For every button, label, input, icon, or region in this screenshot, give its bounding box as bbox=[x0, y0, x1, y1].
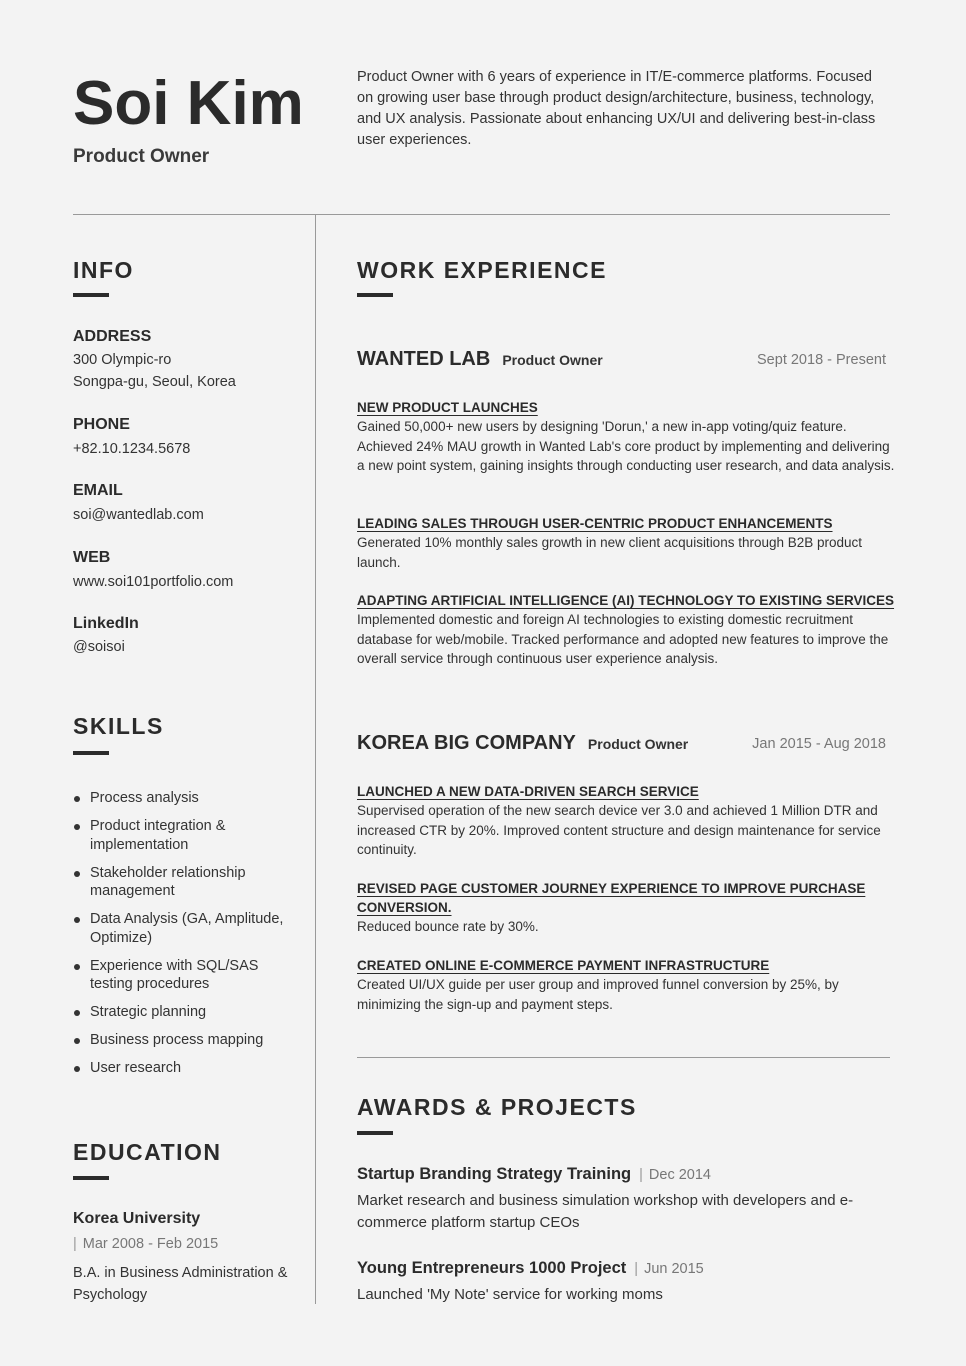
phone-label: PHONE bbox=[73, 416, 130, 433]
job-entry bbox=[357, 782, 897, 860]
award-title: Young Entrepreneurs 1000 Project | Jun 2015 bbox=[357, 1259, 704, 1277]
address-line-1: 300 Olympic-ro bbox=[73, 352, 172, 368]
entry-body: Supervised operation of the new search device ver 3.0 and achieved 1 Million DTR and increased CTR by 20%. Improved content structure and design maintenance for service continuity. bbox=[357, 803, 881, 857]
award-title: Startup Branding Strategy Training | Dec 2014 bbox=[357, 1165, 711, 1183]
bullet-icon bbox=[74, 1038, 80, 1044]
job-role: Product Owner bbox=[587, 736, 689, 752]
info-heading-bar bbox=[73, 293, 109, 297]
bullet-icon bbox=[74, 824, 80, 830]
education-dates: | Mar 2008 - Feb 2015 bbox=[73, 1236, 219, 1252]
skill-item: Experience with SQL/SAS testing procedures bbox=[73, 957, 303, 994]
education-heading-bar bbox=[73, 1176, 109, 1180]
skill-item: Business process mapping bbox=[73, 1031, 303, 1050]
job-dates: Sept 2018 - Present bbox=[757, 352, 886, 368]
profile-summary: Product Owner with 6 years of experience in IT/E-commerce platforms. Focused on growing user base through product design/architecture, business, technology, and UX analysis. Passionate about enhancing UX/UI and delivering best-in-class user experiences. bbox=[357, 69, 876, 148]
job-role: Product Owner bbox=[502, 352, 603, 368]
skills-list bbox=[73, 789, 303, 1087]
entry-title: CREATED ONLINE E-COMMERCE PAYMENT INFRASTRUCTURE bbox=[357, 958, 770, 973]
entry-title: ADAPTING ARTIFICIAL INTELLIGENCE (AI) TECHNOLOGY TO EXISTING SERVICES bbox=[357, 593, 895, 608]
entry-body: Generated 10% monthly sales growth in new client acquisitions through B2B product launch. bbox=[357, 535, 863, 570]
entry-body: Implemented domestic and foreign AI technologies to existing domestic recruitment database for web/mobile. Tracked performance and adopted new features to improve the overall service through continuous user experience analysis. bbox=[357, 612, 889, 666]
entry-title: LAUNCHED A NEW DATA-DRIVEN SEARCH SERVICE bbox=[357, 784, 699, 799]
skill-item: Stakeholder relationship management bbox=[73, 864, 303, 901]
education-degree: B.A. in Business Administration & Psychology bbox=[73, 1265, 288, 1303]
skills-heading-bar bbox=[73, 751, 109, 755]
email-link[interactable]: soi@wantedlab.com bbox=[73, 507, 204, 523]
bullet-icon bbox=[74, 1010, 80, 1016]
skill-item: Strategic planning bbox=[73, 1003, 303, 1022]
work-heading: WORK EXPERIENCE bbox=[357, 257, 607, 283]
job-entry bbox=[357, 956, 897, 1014]
entry-body: Reduced bounce rate by 30%. bbox=[357, 919, 539, 934]
skill-item: Process analysis bbox=[73, 789, 303, 808]
bullet-icon bbox=[74, 964, 80, 970]
entry-title: REVISED PAGE CUSTOMER JOURNEY EXPERIENCE TO IMPROVE PURCHASE CONVERSION. bbox=[357, 881, 866, 915]
job-entry bbox=[357, 591, 897, 669]
web-label: WEB bbox=[73, 549, 111, 566]
job-company: KOREA BIG COMPANY Product Owner bbox=[357, 732, 689, 754]
awards-divider bbox=[357, 1057, 890, 1058]
bullet-icon bbox=[74, 871, 80, 877]
skills-heading: SKILLS bbox=[73, 713, 164, 739]
award-description: Launched 'My Note' service for working moms bbox=[357, 1286, 663, 1303]
job-entry bbox=[357, 879, 877, 937]
entry-title: LEADING SALES THROUGH USER-CENTRIC PRODUCT ENHANCEMENTS bbox=[357, 516, 833, 531]
address-line-2: Songpa-gu, Seoul, Korea bbox=[73, 374, 236, 390]
award-date: | Dec 2014 bbox=[639, 1167, 711, 1183]
award-date: | Jun 2015 bbox=[634, 1261, 704, 1277]
bullet-icon bbox=[74, 796, 80, 802]
entry-title: NEW PRODUCT LAUNCHES bbox=[357, 400, 538, 415]
award-description: Market research and business simulation workshop with developers and e-commerce platform startup CEOs bbox=[357, 1192, 854, 1231]
person-name: Soi Kim bbox=[73, 69, 304, 138]
skill-item: User research bbox=[73, 1059, 303, 1078]
linkedin-label: LinkedIn bbox=[73, 615, 139, 632]
phone-value: +82.10.1234.5678 bbox=[73, 441, 191, 457]
job-dates: Jan 2015 - Aug 2018 bbox=[752, 736, 886, 752]
email-label: EMAIL bbox=[73, 482, 123, 499]
skill-item: Product integration & implementation bbox=[73, 817, 303, 854]
entry-body: Gained 50,000+ new users by designing 'Dorun,' a new in-app voting/quiz feature. Achieved 24% MAU growth in Wanted Lab's core product by implementing and delivering a new point system, gaining insights through conducting user research, and data analysis. bbox=[357, 419, 895, 473]
bullet-icon bbox=[74, 1066, 80, 1072]
column-divider bbox=[315, 214, 316, 1304]
education-school: Korea University bbox=[73, 1210, 201, 1227]
header-divider bbox=[73, 214, 890, 215]
awards-heading: AWARDS & PROJECTS bbox=[357, 1094, 637, 1120]
job-company: WANTED LAB Product Owner bbox=[357, 348, 603, 370]
work-heading-bar bbox=[357, 293, 393, 297]
bullet-icon bbox=[74, 917, 80, 923]
linkedin-link[interactable]: @soisoi bbox=[73, 639, 125, 655]
skill-item: Data Analysis (GA, Amplitude, Optimize) bbox=[73, 910, 303, 947]
job-entry bbox=[357, 514, 897, 572]
education-heading: EDUCATION bbox=[73, 1139, 222, 1165]
address-label: ADDRESS bbox=[73, 328, 152, 345]
job-title: Product Owner bbox=[73, 146, 210, 167]
awards-heading-bar bbox=[357, 1131, 393, 1135]
job-entry bbox=[357, 398, 897, 476]
entry-body: Created UI/UX guide per user group and improved funnel conversion by 25%, by minimizing the sign-up and payment steps. bbox=[357, 977, 839, 1012]
web-link[interactable]: www.soi101portfolio.com bbox=[73, 574, 234, 590]
info-heading: INFO bbox=[73, 257, 134, 283]
